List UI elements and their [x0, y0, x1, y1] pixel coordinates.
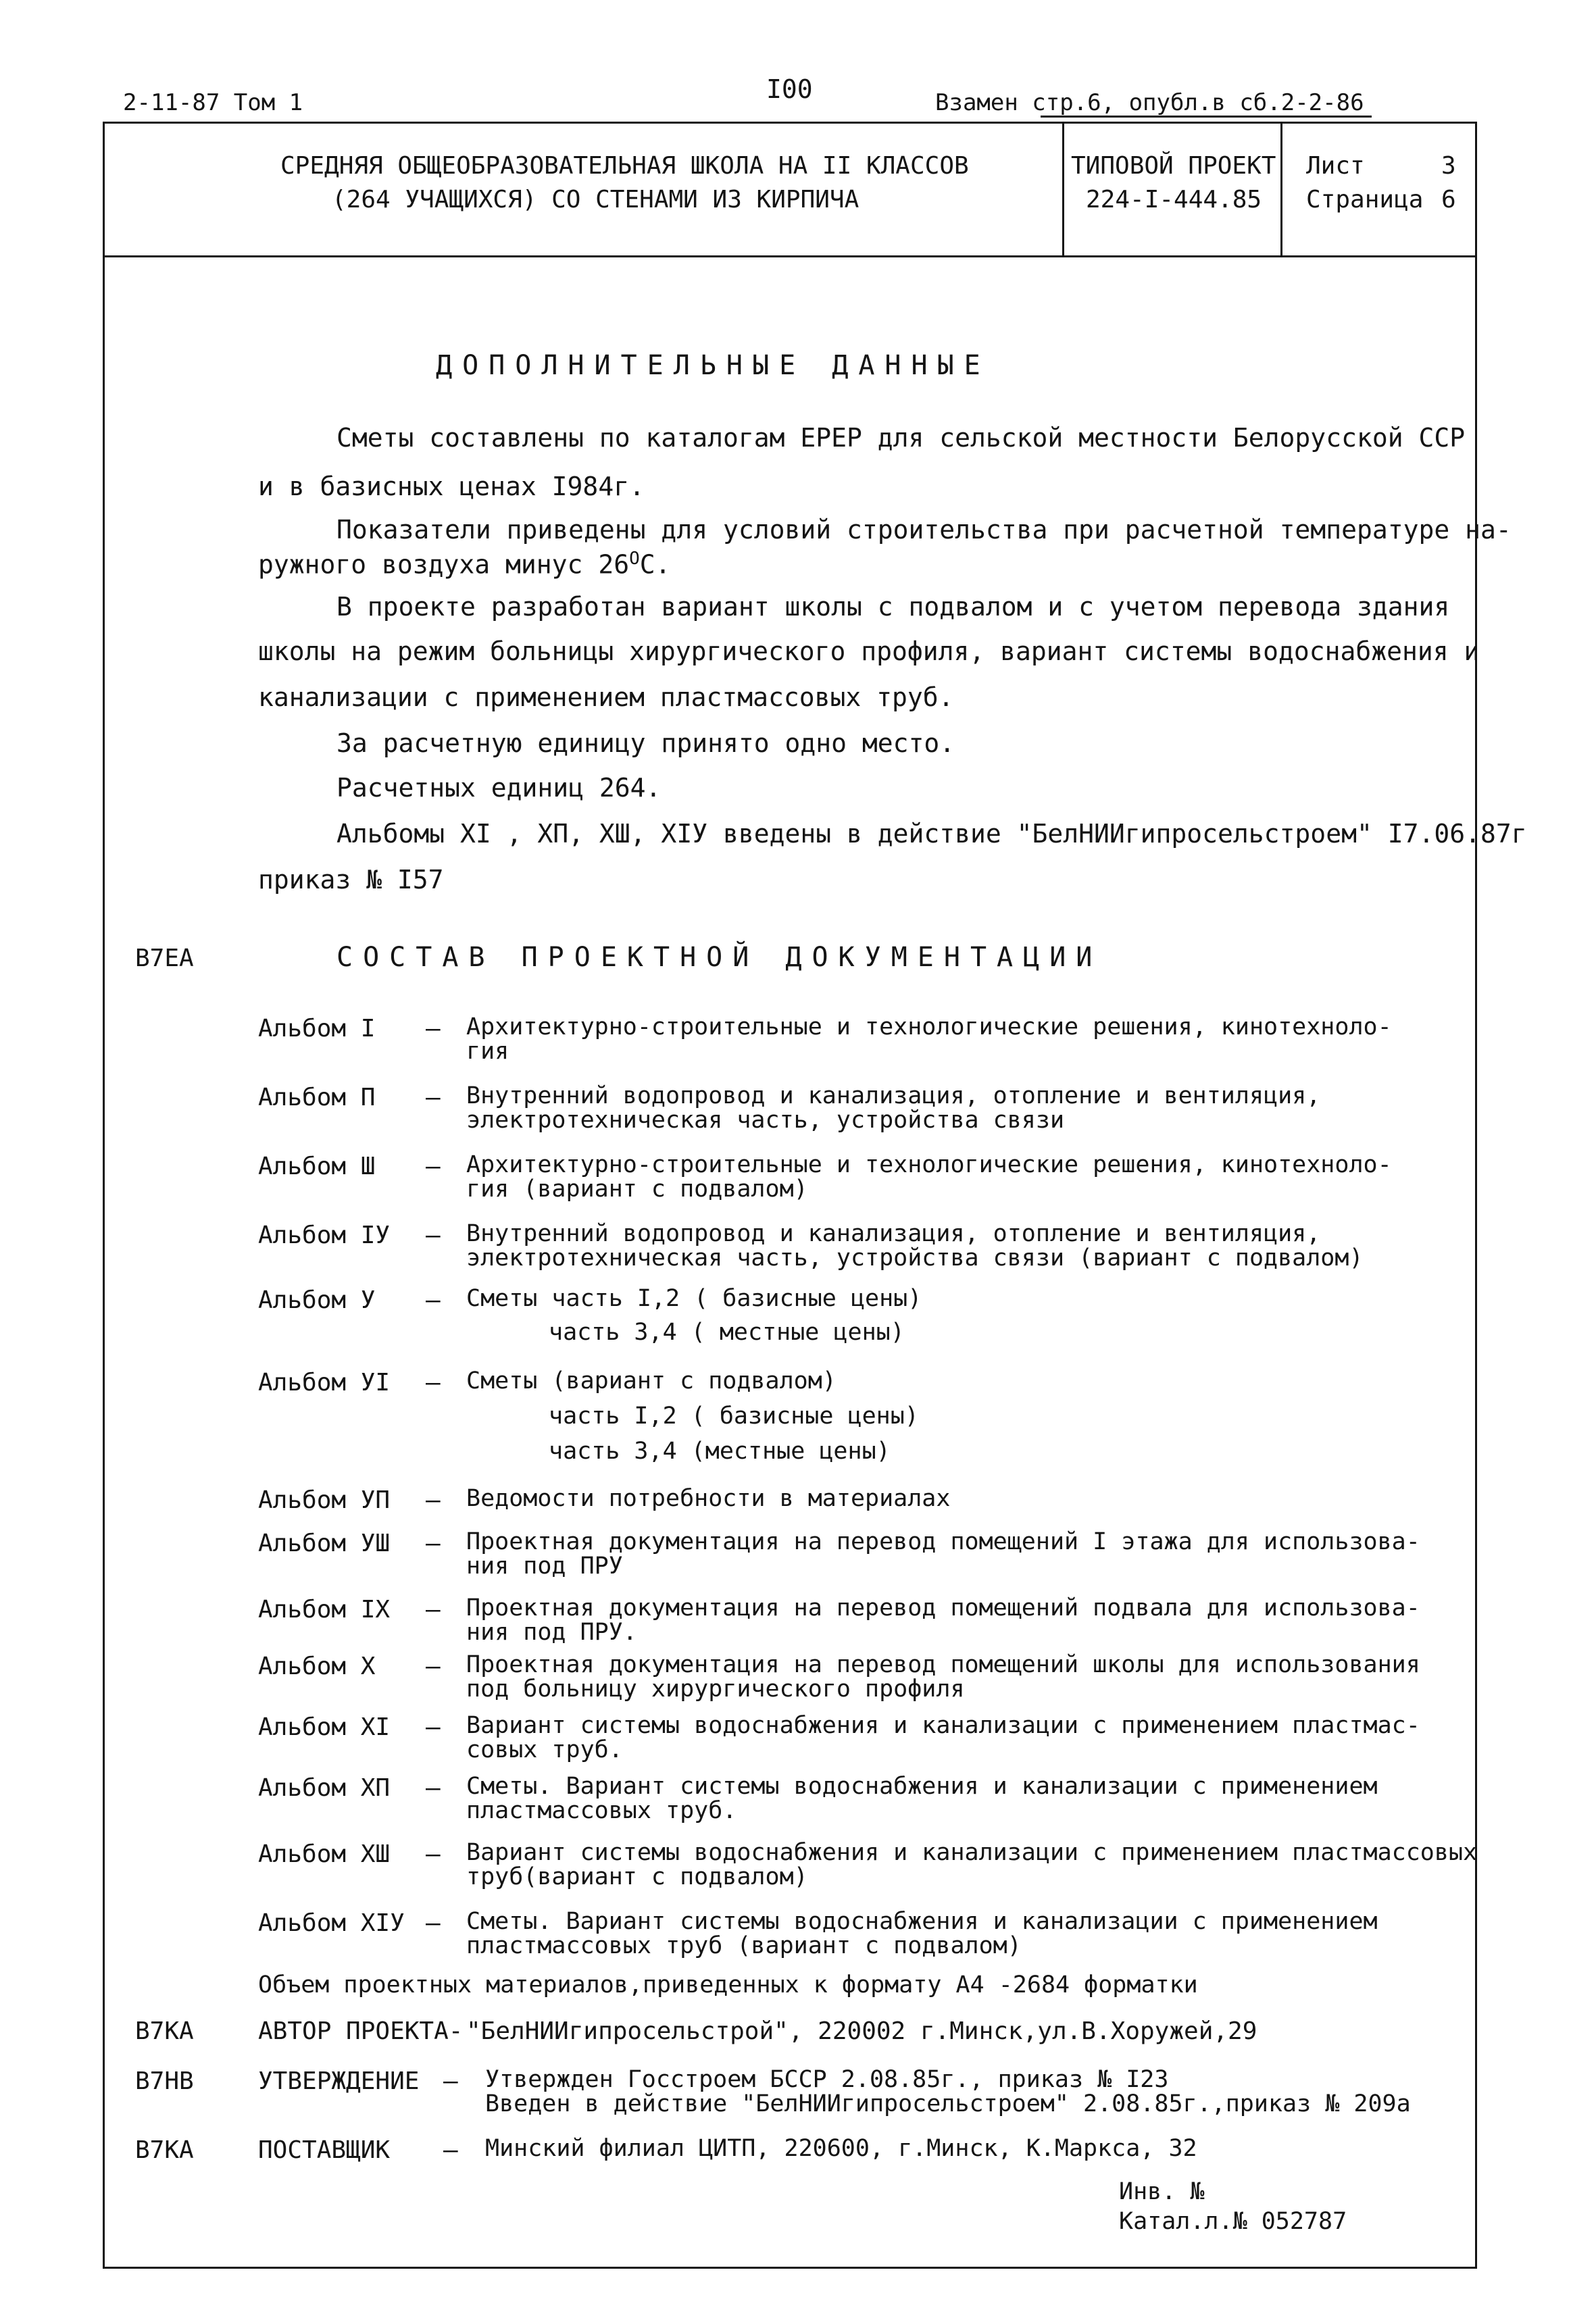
sheet-label: Лист: [1306, 152, 1365, 180]
album-label: Альбом XI: [258, 1713, 391, 1741]
supplier-code: В7КА: [135, 2136, 194, 2164]
paragraph-variant-line2: школы на режим больницы хирургического профиля, вариант системы водоснабжения и: [258, 636, 1480, 666]
indicators-text: ружного воздуха минус 26: [258, 549, 630, 580]
album-label: Альбом IX: [258, 1596, 391, 1624]
album-desc-line: Сметы (вариант с подвалом): [466, 1367, 837, 1394]
album-desc-line: ния под ПРУ.: [466, 1619, 637, 1646]
album-label: Альбом П: [258, 1084, 376, 1111]
paragraph-indicators-line1: Показатели приведены для условий строительства при расчетной температуре на-: [336, 515, 1512, 545]
album-desc-line: Ведомости потребности в материалах: [466, 1485, 951, 1512]
volume-note: Объем проектных материалов,приведенных к формату А4 -2684 форматки: [258, 1971, 1198, 1998]
album-dash: –: [426, 1222, 441, 1249]
album-dash: –: [426, 1653, 441, 1680]
album-dash: –: [426, 1153, 441, 1180]
album-desc-line: Проектная документация на перевод помещений I этажа для использова-: [466, 1528, 1420, 1555]
album-label: Альбом XIУ: [258, 1909, 405, 1937]
album-desc-line: Архитектурно-строительные и технологические решения, кинотехноло-: [466, 1151, 1392, 1178]
paragraph-unit: За расчетную единицу принято одно место.: [336, 728, 955, 758]
album-dash: –: [426, 1840, 441, 1868]
paragraph-unit-count: Расчетных единиц 264.: [336, 773, 662, 803]
header-col-divider-2: [1280, 124, 1282, 255]
album-dash: –: [426, 1713, 441, 1741]
composition-heading: СОСТАВ ПРОЕКТНОЙ ДОКУМЕНТАЦИИ: [336, 942, 1103, 973]
album-desc-line: Архитектурно-строительные и технологические решения, кинотехноло-: [466, 1013, 1392, 1040]
approval-line2: Введен в действие "БелНИИгипросельстроем" 2.08.85г.,приказ № 209а: [485, 2090, 1411, 2117]
album-label: Альбом УI: [258, 1369, 391, 1397]
album-dash: –: [426, 1369, 441, 1397]
album-dash: –: [426, 1486, 441, 1514]
paragraph-variant-line1: В проекте разработан вариант школы с подвалом и с учетом перевода здания: [336, 592, 1450, 622]
approval-line1: Утвержден Госстроем БССР 2.08.85г., приказ № I23: [485, 2066, 1169, 2093]
album-desc-line: гия (вариант с подвалом): [466, 1176, 808, 1203]
album-label: Альбом УП: [258, 1486, 391, 1514]
paragraph-albums-line1: Альбомы XI , XП, XШ, XIУ введены в действие "БелНИИгипросельстроем" I7.06.87г: [336, 819, 1527, 849]
school-title-line1: СРЕДНЯЯ ОБЩЕОБРАЗОВАТЕЛЬНАЯ ШКОЛА НА II КЛАССОВ: [280, 152, 969, 180]
album-desc-line: часть 3,4 (местные цены): [549, 1438, 891, 1465]
album-desc-line: Проектная документация на перевод помещений школы для использования: [466, 1651, 1420, 1678]
note-underline: [1041, 116, 1372, 118]
album-dash: –: [426, 1286, 441, 1314]
approval-code: В7НВ: [135, 2067, 194, 2095]
supplier-dash: –: [443, 2136, 458, 2164]
paragraph-albums-line2: приказ № I57: [258, 865, 444, 895]
supplier-value: Минский филиал ЦИТП, 220600, г.Минск, К.Маркса, 32: [485, 2135, 1197, 2162]
album-desc-line: Сметы. Вариант системы водоснабжения и канализации с применением: [466, 1908, 1378, 1935]
album-label: Альбом IУ: [258, 1222, 391, 1249]
author-value: "БелНИИгипросельстрой", 220002 г.Минск,ул.В.Хоружей,29: [466, 2017, 1257, 2045]
project-label: ТИПОВОЙ ПРОЕКТ: [1071, 152, 1276, 180]
composition-code: В7ЕА: [135, 945, 194, 972]
paragraph-estimates-line1: Сметы составлены по каталогам ЕРЕР для сельской местности Белорусской ССР: [336, 423, 1466, 453]
additional-data-heading: ДОПОЛНИТЕЛЬНЫЕ ДАННЫЕ: [436, 350, 991, 381]
page-value: 6: [1441, 186, 1456, 213]
album-desc-line: часть I,2 ( базисные цены): [549, 1403, 919, 1430]
album-desc-line: Вариант системы водоснабжения и канализации с применением пластмассовых: [466, 1839, 1478, 1866]
degree-symbol: O: [629, 549, 640, 569]
album-desc-line: часть 3,4 ( местные цены): [549, 1319, 905, 1346]
album-dash: –: [426, 1596, 441, 1624]
album-desc-line: Сметы. Вариант системы водоснабжения и канализации с применением: [466, 1773, 1378, 1800]
album-desc-line: под больницу хирургического профиля: [466, 1676, 965, 1703]
album-label: Альбом X: [258, 1653, 376, 1680]
paragraph-estimates-line2: и в базисных ценах I984г.: [258, 472, 645, 501]
approval-label: УТВЕРЖДЕНИЕ: [258, 2067, 420, 2095]
album-label: Альбом XШ: [258, 1840, 391, 1868]
album-dash: –: [426, 1774, 441, 1802]
author-code: В7КА: [135, 2017, 194, 2045]
page-number: I00: [766, 74, 813, 104]
header-divider: [105, 255, 1475, 257]
album-desc-line: Сметы часть I,2 ( базисные цены): [466, 1285, 922, 1312]
album-dash: –: [426, 1084, 441, 1111]
header-col-divider-1: [1062, 124, 1064, 255]
album-desc-line: Проектная документация на перевод помещений подвала для использова-: [466, 1594, 1420, 1621]
album-desc-line: пластмассовых труб.: [466, 1797, 737, 1824]
album-label: Альбом Ш: [258, 1153, 376, 1180]
album-label: Альбом I: [258, 1015, 376, 1042]
album-desc-line: Внутренний водопровод и канализация, отопление и вентиляция,: [466, 1082, 1321, 1109]
album-desc-line: гия: [466, 1038, 509, 1065]
album-desc-line: ния под ПРУ: [466, 1553, 623, 1580]
inventory-label: Инв. №: [1119, 2178, 1205, 2205]
sheet-value: 3: [1441, 152, 1456, 180]
school-title-line2: (264 УЧАЩИХСЯ) СО СТЕНАМИ ИЗ КИРПИЧА: [332, 186, 859, 213]
supplier-label: ПОСТАВЩИК: [258, 2136, 391, 2164]
album-dash: –: [426, 1530, 441, 1557]
album-label: Альбом У: [258, 1286, 376, 1314]
approval-dash: –: [443, 2067, 458, 2095]
album-desc-line: совых труб.: [466, 1736, 623, 1763]
volume-reference: 2-11-87 Том 1: [123, 89, 303, 116]
author-label: АВТОР ПРОЕКТА-: [258, 2017, 464, 2045]
paragraph-indicators-line2: [258, 549, 671, 580]
page-label: Страница: [1306, 186, 1424, 213]
replacement-note: Взамен стр.6, опубл.в сб.2-2-86: [935, 89, 1364, 116]
album-desc-line: труб(вариант с подвалом): [466, 1863, 808, 1890]
album-dash: –: [426, 1015, 441, 1042]
paragraph-variant-line3: канализации с применением пластмассовых труб.: [258, 682, 954, 712]
album-label: Альбом УШ: [258, 1530, 391, 1557]
album-desc-line: пластмассовых труб (вариант с подвалом): [466, 1932, 1022, 1959]
indicators-unit: С.: [639, 549, 671, 580]
album-desc-line: Вариант системы водоснабжения и канализации с применением пластмас-: [466, 1712, 1420, 1739]
album-desc-line: электротехническая часть, устройства связи: [466, 1107, 1065, 1134]
catalog-number: Катал.л.№ 052787: [1119, 2208, 1347, 2235]
album-dash: –: [426, 1909, 441, 1937]
project-number: 224-I-444.85: [1086, 186, 1262, 213]
album-desc-line: Внутренний водопровод и канализация, отопление и вентиляция,: [466, 1220, 1321, 1247]
album-label: Альбом XП: [258, 1774, 391, 1802]
album-desc-line: электротехническая часть, устройства связи (вариант с подвалом): [466, 1244, 1364, 1272]
